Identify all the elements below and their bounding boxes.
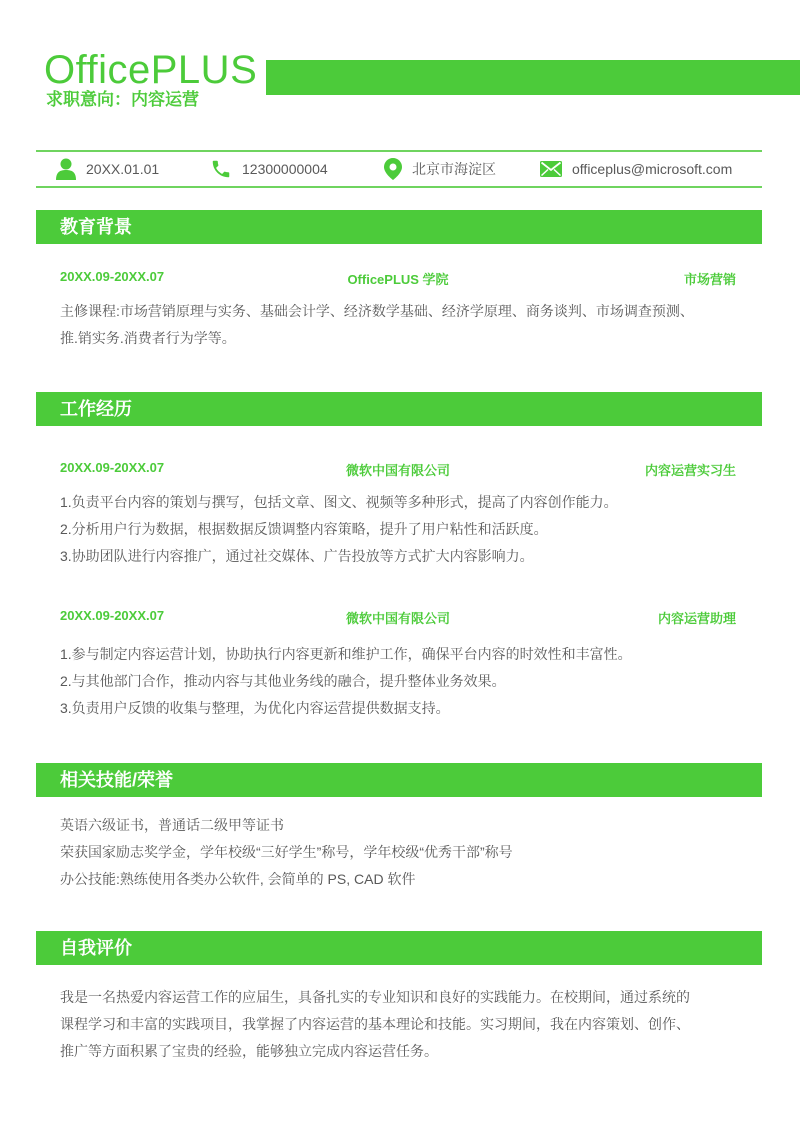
candidate-name: OfficePLUS <box>44 48 258 92</box>
section-education-header <box>36 210 762 244</box>
job-row <box>60 608 736 626</box>
section-title: 教育背景 <box>60 217 132 237</box>
duty-line: 1.参与制定内容运营计划，协助执行内容更新和维护工作，确保平台内容的时效性和丰富性。 <box>60 646 632 662</box>
job-company: 微软中国有限公司 <box>345 611 450 626</box>
duty-line: 2.分析用户行为数据，根据数据反馈调整内容策略，提升了用户粘性和活跃度。 <box>60 521 548 537</box>
job-company: 微软中国有限公司 <box>345 463 450 478</box>
education-courses <box>60 298 750 352</box>
job-role: 内容运营实习生 <box>644 463 736 478</box>
duty-line: 2.与其他部门合作，推动内容与其他业务线的融合，提升整体业务效果。 <box>60 673 506 689</box>
section-work-header <box>36 392 762 426</box>
contact-strip <box>36 150 762 188</box>
education-school: OfficePLUS 学院 <box>347 272 449 287</box>
header-accent-bar <box>266 60 800 95</box>
contact-location <box>384 152 496 186</box>
job-duties <box>60 641 750 722</box>
duty-line: 3.负责用户反馈的收集与整理，为优化内容运营提供数据支持。 <box>60 700 450 716</box>
education-period: 20XX.09-20XX.07 <box>60 269 165 284</box>
phone-icon <box>210 158 232 180</box>
education-major: 市场营销 <box>683 272 736 287</box>
birth-date: 20XX.01.01 <box>86 161 160 177</box>
contact-birth <box>56 152 159 186</box>
location-text: 北京市海淀区 <box>412 161 496 177</box>
job-duties <box>60 489 750 570</box>
skill-line: 办公技能:熟练使用各类办公软件, 会简单的 PS, CAD 软件 <box>60 871 416 887</box>
email-address: officeplus@microsoft.com <box>572 161 733 177</box>
skill-line: 荣获国家励志奖学金，学年校级“三好学生”称号，学年校级“优秀干部”称号 <box>60 844 513 860</box>
skills-list <box>60 812 750 893</box>
contact-phone <box>210 152 328 186</box>
phone-number: 12300000004 <box>242 161 328 177</box>
duty-line: 3.协助团队进行内容推广，通过社交媒体、广告投放等方式扩大内容影响力。 <box>60 548 534 564</box>
section-title: 自我评价 <box>60 938 132 958</box>
location-pin-icon <box>384 158 402 180</box>
job-period: 20XX.09-20XX.07 <box>60 608 165 623</box>
evaluation-line: 课程学习和丰富的实践项目，我掌握了内容运营的基本理论和技能。实习期间，我在内容策划、创作、 <box>60 1016 690 1032</box>
self-evaluation <box>60 984 750 1065</box>
course-line: 推.销实务.消费者行为学等。 <box>60 330 236 346</box>
job-row <box>60 460 736 478</box>
course-line: 主修课程:市场营销原理与实务、基础会计学、经济数学基础、经济学原理、商务谈判、市场调查预测、 <box>60 303 694 319</box>
job-intention: 求职意向：内容运营 <box>46 90 199 109</box>
job-period: 20XX.09-20XX.07 <box>60 460 165 475</box>
person-icon <box>56 158 76 180</box>
job-role: 内容运营助理 <box>657 611 736 626</box>
section-self-header <box>36 931 762 965</box>
evaluation-line: 推广等方面积累了宝贵的经验，能够独立完成内容运营任务。 <box>60 1043 438 1059</box>
mail-icon <box>540 161 562 177</box>
evaluation-line: 我是一名热爱内容运营工作的应届生，具备扎实的专业知识和良好的实践能力。在校期间，通过系统的 <box>60 989 690 1005</box>
duty-line: 1.负责平台内容的策划与撰写，包括文章、图文、视频等多种形式，提高了内容创作能力。 <box>60 494 618 510</box>
section-title: 工作经历 <box>60 399 132 419</box>
skill-line: 英语六级证书，普通话二级甲等证书 <box>60 817 284 833</box>
section-skills-header <box>36 763 762 797</box>
education-row <box>60 269 736 287</box>
section-title: 相关技能/荣誉 <box>60 770 174 790</box>
contact-email <box>540 152 732 186</box>
